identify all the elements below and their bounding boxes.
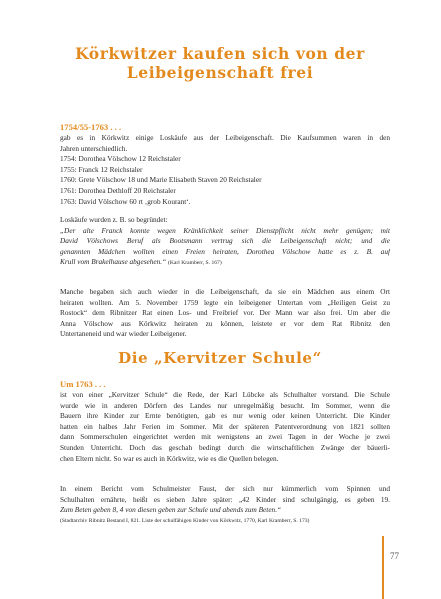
- text-line: wurde wie in anderen Dörfern des Landes nur unregelmäßig besucht. Im Sommer, wenn die: [60, 400, 390, 410]
- title-line: Leibeigenschaft frei: [126, 63, 314, 82]
- list-item: 1755: Franck 12 Reichstaler: [60, 164, 143, 174]
- page-number: 77: [390, 551, 399, 561]
- text-line: hatten ein halbes Jahr Ferien im Sommer. Mit der späteren Patentverordnung von 1821 sollten: [60, 421, 390, 431]
- paragraph-heirat: [60, 287, 390, 340]
- text-line: Anna Völschow aus Körkwitz heiraten zu können, leistete er vor dem Rat Ribnitz den: [60, 318, 390, 328]
- text-line: Stunden Unterricht. Doch das geschah bedingt durch die wirtschaftlichen Zwänge der bäuerli-: [60, 442, 390, 452]
- text-line: In einem Bericht vom Schulmeister Faust, der sich nur kümmerlich vom Spinnen und: [60, 484, 390, 493]
- source-citation: (Stadtarchiv Ribnitz Bestand I, 821. Liste der schulfähigen Kinder von Körkwitz, 1770, Karl Kramberr, S. 173): [60, 517, 310, 524]
- quote-text: Krull vom Brakelhause abgesehen.“: [60, 257, 167, 267]
- list-item: 1754: Dorothea Völschow 12 Reichstaler: [60, 154, 181, 164]
- text-line: heiraten wollten. Am 5. November 1759 legte ein leibeigener Untertan vom „Heiligen Geist zu: [60, 297, 390, 307]
- quote-line: „Der alte Franck konnte wegen Kränklichkeit seiner Dienstpflicht nicht mehr genügen; mit: [60, 225, 390, 235]
- quote-line-last: [60, 257, 390, 269]
- text-line: dann Sommerschulen eingerichtet werden mit wenigstens an zwei Tagen in der Woche je zwei: [60, 432, 390, 442]
- date-heading: Um 1763 . . .: [60, 379, 106, 389]
- report-block: [60, 484, 390, 526]
- date-heading: 1754/55-1763 . . .: [60, 122, 122, 132]
- text-line: Schulhalten ernährte, heißt es sieben Jahre später: „42 Kinder sind schulgängig, es geben 19.: [60, 494, 390, 504]
- margin-rule: [382, 536, 384, 599]
- text-line: chen Eltern nicht. So war es auch in Körkwitz, wie es die Quellen belegen.: [60, 453, 279, 463]
- list-item: 1763: David Völschow 60 rt ‚grob Kourant‘.: [60, 196, 191, 206]
- text-line: Bauern ihre Kinder zur Ernte benötigten, gab es nur wenig oder keinen Unterricht. Die Kinder: [60, 411, 390, 421]
- text-line: gab es in Körkwitz einige Loskäufe aus der Leibeigenschaft. Die Kaufsummen waren in den: [60, 133, 390, 142]
- text-line: Jahren unterschiedlich.: [60, 143, 128, 153]
- text-line: Manche begaben sich auch wieder in die Leibeigenschaft, da sie ein Mädchen aus einem Ort: [60, 287, 390, 296]
- quote-line: Zum Beten geben 8, 4 von diesen geben zur Schule und abends zum Beten.“: [60, 505, 282, 515]
- section-leibeigenschaft: [60, 122, 390, 207]
- text-line: Rostock“ dem Ribnitzer Rat einen Los- und Freibrief vor. Der Mann war also frei. Um aber die: [60, 308, 390, 318]
- list-item: 1761: Dorothea Dethloff 20 Reichstaler: [60, 185, 176, 195]
- page-title: [40, 44, 400, 82]
- quote-block: [60, 215, 390, 269]
- list-item: 1760: Grete Völschow 18 und Marie Elisabeth Staven 20 Reichstaler: [60, 175, 262, 185]
- section-schule: [60, 379, 390, 464]
- text-line: ist von einer „Kervitzer Schule“ die Rede, der Karl Lübcke als Schulhalter vorstand. Die Schule: [60, 390, 390, 399]
- quote-line: genannten Mädchen wollten einen Freien heiraten, Dorothea Völschow hatte es z. B. auf: [60, 246, 390, 256]
- section-title: Die „Kervitzer Schule“: [118, 349, 322, 367]
- text-line: Untertaneneid und war wieder Leibeigener.: [60, 329, 187, 339]
- quote-source: (Karl Kramberr, S. 167): [168, 260, 222, 267]
- text-line: Loskäufe wurden z. B. so begründet:: [60, 215, 168, 224]
- title-line: Körkwitzer kaufen sich von der: [75, 44, 365, 63]
- quote-line: David Völschows Beruf als Bootsmann vertrug sich die Leibeigenschaft nicht; und die: [60, 236, 390, 246]
